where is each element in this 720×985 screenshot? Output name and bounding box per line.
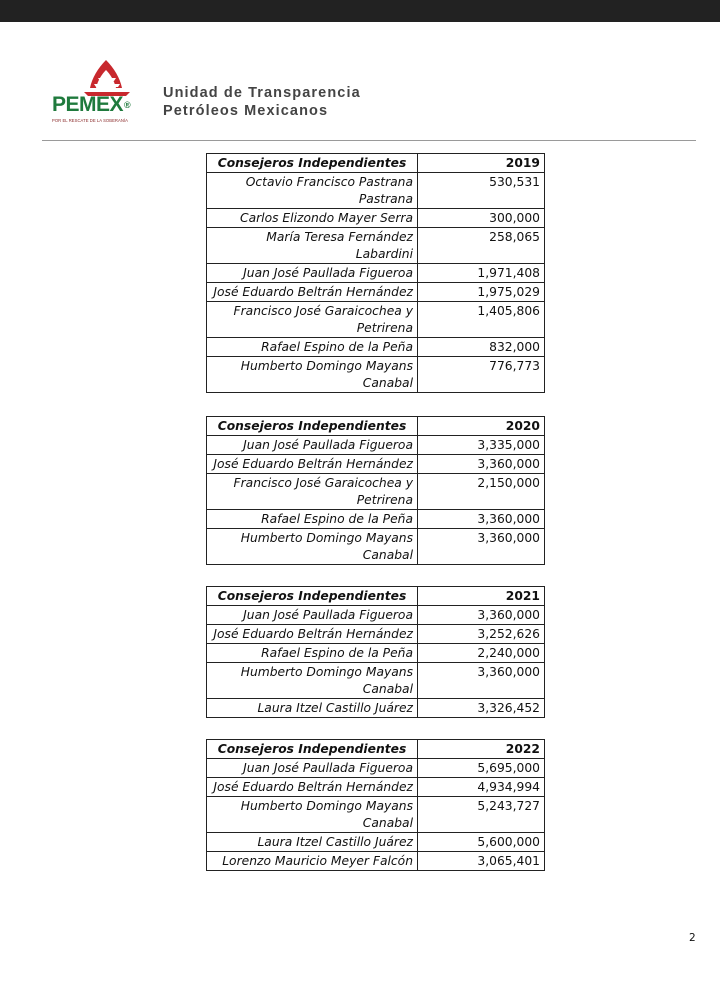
name-cell: Octavio Francisco Pastrana Pastrana <box>207 173 418 209</box>
table-row <box>207 833 545 852</box>
amount-cell: 3,360,000 <box>418 606 545 625</box>
table-row <box>207 797 545 833</box>
name-cell: Francisco José Garaicochea y Petrirena <box>207 302 418 338</box>
amount-cell: 3,360,000 <box>418 455 545 474</box>
pemex-wordmark: PEMEX® <box>52 93 131 116</box>
amount-cell: 2,150,000 <box>418 474 545 510</box>
amount-cell: 3,360,000 <box>418 663 545 699</box>
table-row <box>207 625 545 644</box>
header-name-cell: Consejeros Independientes <box>207 417 418 436</box>
table-row <box>207 357 545 393</box>
header-title-line2: Petróleos Mexicanos <box>163 103 329 119</box>
name-cell: José Eduardo Beltrán Hernández <box>207 455 418 474</box>
table-header-row <box>207 417 545 436</box>
header-year-cell: 2019 <box>418 154 545 173</box>
name-cell: Rafael Espino de la Peña <box>207 510 418 529</box>
table-row <box>207 283 545 302</box>
table-header-row <box>207 154 545 173</box>
document-header <box>163 84 361 120</box>
amount-cell: 5,695,000 <box>418 759 545 778</box>
table-row <box>207 455 545 474</box>
table-row <box>207 173 545 209</box>
table-row <box>207 644 545 663</box>
header-name-cell: Consejeros Independientes <box>207 154 418 173</box>
amount-cell: 3,360,000 <box>418 529 545 565</box>
name-cell: María Teresa Fernández Labardini <box>207 228 418 264</box>
name-cell: Rafael Espino de la Peña <box>207 644 418 663</box>
table-row <box>207 474 545 510</box>
amount-cell: 1,975,029 <box>418 283 545 302</box>
table-row <box>207 778 545 797</box>
table-row <box>207 264 545 283</box>
header-year-cell: 2021 <box>418 587 545 606</box>
top-bar <box>0 0 720 22</box>
name-cell: Humberto Domingo Mayans Canabal <box>207 797 418 833</box>
amount-cell: 2,240,000 <box>418 644 545 663</box>
name-cell: José Eduardo Beltrán Hernández <box>207 625 418 644</box>
amount-cell: 1,971,408 <box>418 264 545 283</box>
amount-cell: 832,000 <box>418 338 545 357</box>
header-name-cell: Consejeros Independientes <box>207 740 418 759</box>
amount-cell: 4,934,994 <box>418 778 545 797</box>
amount-cell: 5,243,727 <box>418 797 545 833</box>
table-row <box>207 228 545 264</box>
header-name-cell: Consejeros Independientes <box>207 587 418 606</box>
table-row <box>207 209 545 228</box>
name-cell: Carlos Elizondo Mayer Serra <box>207 209 418 228</box>
table-row <box>207 338 545 357</box>
table-row <box>207 302 545 338</box>
page-number: 2 <box>689 932 696 944</box>
amount-cell: 5,600,000 <box>418 833 545 852</box>
amount-cell: 776,773 <box>418 357 545 393</box>
table-row <box>207 663 545 699</box>
amount-cell: 300,000 <box>418 209 545 228</box>
amount-cell: 3,065,401 <box>418 852 545 871</box>
table-2020 <box>206 416 545 565</box>
name-cell: Humberto Domingo Mayans Canabal <box>207 357 418 393</box>
name-cell: Francisco José Garaicochea y Petrirena <box>207 474 418 510</box>
header-divider <box>42 140 696 141</box>
table-row <box>207 436 545 455</box>
header-year-cell: 2022 <box>418 740 545 759</box>
name-cell: Laura Itzel Castillo Juárez <box>207 833 418 852</box>
amount-cell: 1,405,806 <box>418 302 545 338</box>
name-cell: Juan José Paullada Figueroa <box>207 606 418 625</box>
name-cell: Rafael Espino de la Peña <box>207 338 418 357</box>
name-cell: José Eduardo Beltrán Hernández <box>207 778 418 797</box>
name-cell: Juan José Paullada Figueroa <box>207 264 418 283</box>
name-cell: José Eduardo Beltrán Hernández <box>207 283 418 302</box>
amount-cell: 3,360,000 <box>418 510 545 529</box>
table-row <box>207 529 545 565</box>
amount-cell: 3,335,000 <box>418 436 545 455</box>
table-row <box>207 606 545 625</box>
pemex-eagle-icon <box>76 58 138 98</box>
amount-cell: 530,531 <box>418 173 545 209</box>
header-year-cell: 2020 <box>418 417 545 436</box>
table-row <box>207 759 545 778</box>
name-cell: Juan José Paullada Figueroa <box>207 759 418 778</box>
table-2022 <box>206 739 545 871</box>
name-cell: Humberto Domingo Mayans Canabal <box>207 529 418 565</box>
table-row <box>207 510 545 529</box>
table-2021 <box>206 586 545 718</box>
name-cell: Lorenzo Mauricio Meyer Falcón <box>207 852 418 871</box>
header-title-line1: Unidad de Transparencia <box>163 85 361 101</box>
table-row <box>207 699 545 718</box>
amount-cell: 3,326,452 <box>418 699 545 718</box>
table-header-row <box>207 740 545 759</box>
pemex-logo <box>52 58 156 128</box>
amount-cell: 3,252,626 <box>418 625 545 644</box>
table-row <box>207 852 545 871</box>
table-2019 <box>206 153 545 393</box>
name-cell: Juan José Paullada Figueroa <box>207 436 418 455</box>
pemex-tagline: POR EL RESCATE DE LA SOBERANÍA <box>52 118 128 123</box>
name-cell: Laura Itzel Castillo Juárez <box>207 699 418 718</box>
table-header-row <box>207 587 545 606</box>
name-cell: Humberto Domingo Mayans Canabal <box>207 663 418 699</box>
amount-cell: 258,065 <box>418 228 545 264</box>
